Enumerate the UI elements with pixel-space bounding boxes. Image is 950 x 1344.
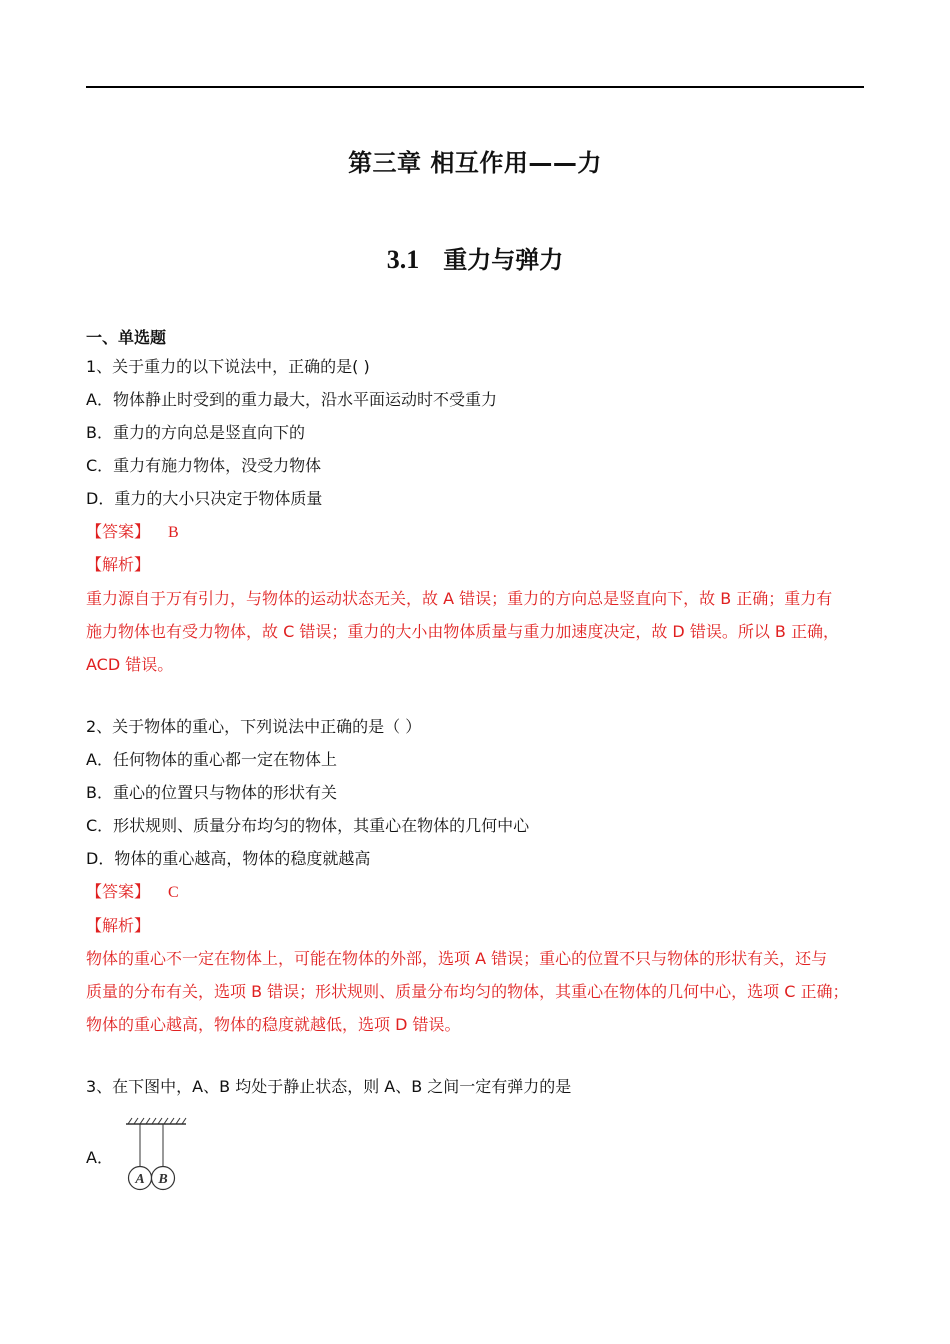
section-title [0, 240, 950, 275]
q2-answer-label: 【答案】 [86, 882, 151, 901]
ball-a-label: A [135, 1172, 145, 1187]
part-heading: 一、单选题 [86, 328, 167, 347]
q1-analysis-line-3: ACD 错误。 [86, 655, 174, 674]
q1-answer-label: 【答案】 [86, 522, 151, 541]
ball-b-label: B [158, 1172, 168, 1187]
q3-option-a-figure [122, 1116, 192, 1196]
q2-analysis-line-3: 物体的重心越高，物体的稳度就越低，选项 D 错误。 [86, 1015, 461, 1034]
q3-option-a-label: A． [86, 1148, 113, 1167]
q1-option-b: B．重力的方向总是竖直向下的 [86, 423, 305, 442]
q2-option-c: C．形状规则、质量分布均匀的物体，其重心在物体的几何中心 [86, 816, 530, 835]
chapter-title: 第三章 相互作用——力 [348, 149, 602, 177]
q2-option-d: D．物体的重心越高，物体的稳度就越高 [86, 849, 371, 868]
hanging-balls-diagram [122, 1116, 192, 1196]
q2-analysis-label: 【解析】 [86, 916, 151, 935]
q2-option-a: A．任何物体的重心都一定在物体上 [86, 750, 337, 769]
q1-analysis-line-1: 重力源自于万有引力，与物体的运动状态无关，故 A 错误；重力的方向总是竖直向下，故 B 正确；重力有 [86, 589, 833, 608]
q2-answer-value: C [168, 884, 179, 901]
q2-answer [86, 882, 179, 903]
q1-answer [86, 522, 179, 543]
q1-option-a: A．物体静止时受到的重力最大，沿水平面运动时不受重力 [86, 390, 497, 409]
q3-stem: 3、在下图中，A、B 均处于静止状态，则 A、B 之间一定有弹力的是 [86, 1077, 572, 1096]
section-name: 重力与弹力 [443, 246, 564, 274]
q1-analysis-label: 【解析】 [86, 555, 151, 574]
q1-option-c: C．重力有施力物体，没受力物体 [86, 456, 322, 475]
section-number: 3.1 [386, 245, 420, 274]
q1-analysis-line-2: 施力物体也有受力物体，故 C 错误；重力的大小由物体质量与重力加速度决定，故 D 错误。所以 B 正确， [86, 622, 839, 641]
q1-stem: 1、关于重力的以下说法中，正确的是( ) [86, 357, 370, 376]
header-rule [86, 86, 864, 88]
q2-analysis-line-1: 物体的重心不一定在物体上，可能在物体的外部，选项 A 错误；重心的位置不只与物体的形状有关，还与 [86, 949, 828, 968]
q2-stem: 2、关于物体的重心，下列说法中正确的是（ ） [86, 717, 422, 736]
q2-analysis-line-2: 质量的分布有关，选项 B 错误；形状规则、质量分布均匀的物体，其重心在物体的几何中心，选项 C 正确； [86, 982, 849, 1001]
q2-option-b: B．重心的位置只与物体的形状有关 [86, 783, 337, 802]
q1-answer-value: B [168, 524, 179, 541]
q1-option-d: D．重力的大小只决定于物体质量 [86, 489, 323, 508]
